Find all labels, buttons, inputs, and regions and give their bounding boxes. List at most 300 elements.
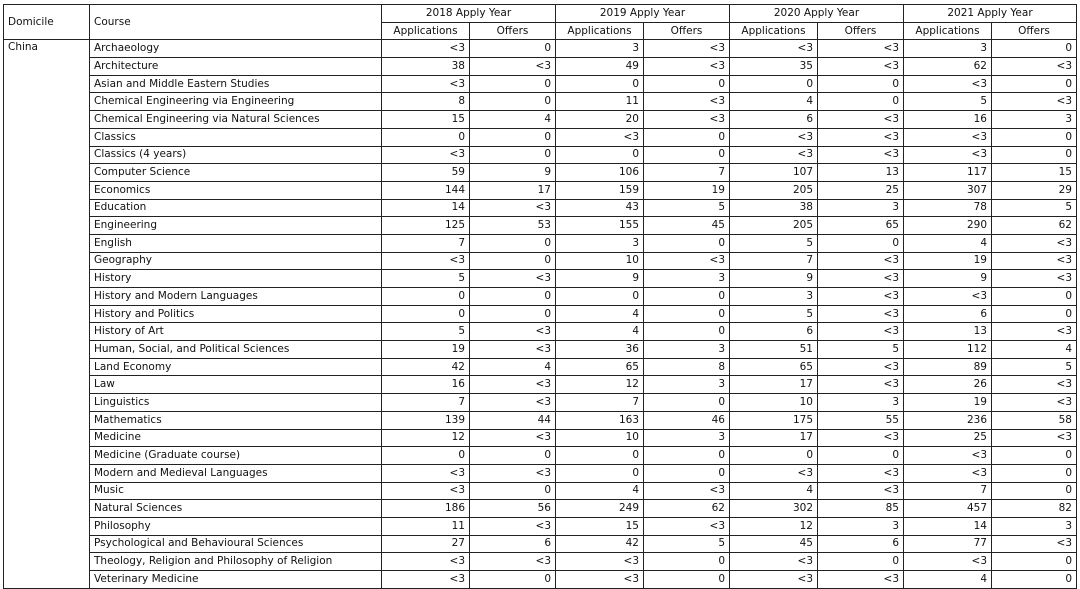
offers-cell: <3 xyxy=(470,394,556,412)
applications-cell: 42 xyxy=(382,358,470,376)
course-cell: Theology, Religion and Philosophy of Religion xyxy=(90,553,382,571)
applications-cell: 0 xyxy=(382,305,470,323)
course-cell: Psychological and Behavioural Sciences xyxy=(90,535,382,553)
applications-cell: <3 xyxy=(904,288,992,306)
offers-cell: 0 xyxy=(992,75,1077,93)
offers-header: Offers xyxy=(470,22,556,40)
table-row xyxy=(4,234,1077,252)
offers-cell: 9 xyxy=(470,164,556,182)
applications-cell: <3 xyxy=(382,464,470,482)
offers-cell: <3 xyxy=(644,111,730,129)
offers-cell: <3 xyxy=(818,128,904,146)
offers-cell: <3 xyxy=(818,571,904,589)
table-row xyxy=(4,341,1077,359)
offers-cell: 0 xyxy=(470,146,556,164)
offers-cell: 65 xyxy=(818,217,904,235)
table-row xyxy=(4,482,1077,500)
offers-cell: <3 xyxy=(470,58,556,76)
year-header-2018: 2018 Apply Year xyxy=(382,5,556,23)
applications-cell: 78 xyxy=(904,199,992,217)
applications-cell: 0 xyxy=(382,288,470,306)
applications-cell: 5 xyxy=(730,234,818,252)
applications-header: Applications xyxy=(904,22,992,40)
applications-cell: 290 xyxy=(904,217,992,235)
offers-cell: 0 xyxy=(470,75,556,93)
offers-cell: <3 xyxy=(470,553,556,571)
offers-cell: 3 xyxy=(644,376,730,394)
course-cell: History of Art xyxy=(90,323,382,341)
offers-cell: <3 xyxy=(818,376,904,394)
table-row xyxy=(4,217,1077,235)
offers-cell: <3 xyxy=(644,252,730,270)
applications-cell: 249 xyxy=(556,500,644,518)
offers-cell: <3 xyxy=(818,358,904,376)
applications-cell: 7 xyxy=(556,394,644,412)
applications-cell: 16 xyxy=(382,376,470,394)
table-row xyxy=(4,571,1077,589)
applications-cell: 107 xyxy=(730,164,818,182)
offers-cell: <3 xyxy=(818,482,904,500)
offers-cell: 3 xyxy=(818,199,904,217)
offers-cell: 0 xyxy=(992,571,1077,589)
offers-cell: 0 xyxy=(644,305,730,323)
applications-cell: 36 xyxy=(556,341,644,359)
course-cell: Land Economy xyxy=(90,358,382,376)
course-cell: Computer Science xyxy=(90,164,382,182)
offers-cell: <3 xyxy=(992,58,1077,76)
applications-cell: 12 xyxy=(556,376,644,394)
course-cell: Classics (4 years) xyxy=(90,146,382,164)
offers-cell: 0 xyxy=(992,305,1077,323)
applications-cell: 26 xyxy=(904,376,992,394)
table-row xyxy=(4,535,1077,553)
offers-cell: 0 xyxy=(818,553,904,571)
offers-cell: 5 xyxy=(644,535,730,553)
offers-cell: 85 xyxy=(818,500,904,518)
applications-cell: 0 xyxy=(730,447,818,465)
applications-cell: 16 xyxy=(904,111,992,129)
table-row xyxy=(4,394,1077,412)
table-row xyxy=(4,40,1077,58)
applications-cell: 0 xyxy=(382,447,470,465)
course-cell: History and Modern Languages xyxy=(90,288,382,306)
offers-cell: <3 xyxy=(818,464,904,482)
applications-cell: 11 xyxy=(382,517,470,535)
applications-cell: 457 xyxy=(904,500,992,518)
course-cell: Classics xyxy=(90,128,382,146)
offers-cell: <3 xyxy=(644,58,730,76)
offers-header: Offers xyxy=(644,22,730,40)
applications-cell: 4 xyxy=(556,305,644,323)
course-cell: Medicine (Graduate course) xyxy=(90,447,382,465)
offers-cell: 5 xyxy=(992,199,1077,217)
offers-cell: 0 xyxy=(470,128,556,146)
applications-cell: <3 xyxy=(904,146,992,164)
applications-cell: 0 xyxy=(382,128,470,146)
applications-cell: 9 xyxy=(904,270,992,288)
table-row xyxy=(4,270,1077,288)
offers-cell: <3 xyxy=(644,482,730,500)
applications-cell: 20 xyxy=(556,111,644,129)
applications-cell: <3 xyxy=(382,571,470,589)
offers-cell: 0 xyxy=(644,128,730,146)
course-cell: Linguistics xyxy=(90,394,382,412)
applications-cell: 125 xyxy=(382,217,470,235)
offers-cell: 0 xyxy=(470,447,556,465)
table-row xyxy=(4,164,1077,182)
year-header-2021: 2021 Apply Year xyxy=(904,5,1077,23)
offers-cell: 62 xyxy=(644,500,730,518)
applications-cell: <3 xyxy=(382,482,470,500)
applications-cell: 112 xyxy=(904,341,992,359)
applications-cell: 3 xyxy=(904,40,992,58)
course-cell: Architecture xyxy=(90,58,382,76)
applications-header: Applications xyxy=(730,22,818,40)
applications-cell: 5 xyxy=(730,305,818,323)
applications-cell: 6 xyxy=(904,305,992,323)
offers-cell: 13 xyxy=(818,164,904,182)
course-cell: Veterinary Medicine xyxy=(90,571,382,589)
applications-cell: 8 xyxy=(382,93,470,111)
applications-cell: <3 xyxy=(556,553,644,571)
applications-cell: 3 xyxy=(730,288,818,306)
course-cell: Asian and Middle Eastern Studies xyxy=(90,75,382,93)
offers-cell: 0 xyxy=(992,482,1077,500)
offers-cell: 0 xyxy=(992,128,1077,146)
offers-cell: 0 xyxy=(818,447,904,465)
offers-cell: <3 xyxy=(992,93,1077,111)
domicile-header: Domicile xyxy=(4,5,90,40)
applications-cell: 14 xyxy=(382,199,470,217)
applications-cell: 10 xyxy=(556,429,644,447)
applications-cell: 4 xyxy=(730,93,818,111)
offers-cell: 0 xyxy=(992,464,1077,482)
offers-cell: 15 xyxy=(992,164,1077,182)
applications-cell: 7 xyxy=(382,394,470,412)
table-row xyxy=(4,146,1077,164)
offers-cell: 3 xyxy=(818,517,904,535)
applications-cell: 11 xyxy=(556,93,644,111)
offers-cell: <3 xyxy=(644,40,730,58)
offers-cell: 17 xyxy=(470,181,556,199)
applications-cell: 12 xyxy=(730,517,818,535)
offers-cell: 0 xyxy=(470,305,556,323)
course-cell: Mathematics xyxy=(90,411,382,429)
applications-cell: 0 xyxy=(730,75,818,93)
applications-cell: 0 xyxy=(556,288,644,306)
applications-header: Applications xyxy=(556,22,644,40)
offers-cell: 62 xyxy=(992,217,1077,235)
offers-cell: 0 xyxy=(470,40,556,58)
applications-cell: 49 xyxy=(556,58,644,76)
applications-cell: 0 xyxy=(556,75,644,93)
applications-cell: 65 xyxy=(556,358,644,376)
applications-cell: 4 xyxy=(556,482,644,500)
offers-cell: 46 xyxy=(644,411,730,429)
offers-cell: <3 xyxy=(818,270,904,288)
offers-cell: <3 xyxy=(992,252,1077,270)
offers-cell: 25 xyxy=(818,181,904,199)
applications-cell: 15 xyxy=(556,517,644,535)
applications-cell: 6 xyxy=(730,323,818,341)
offers-cell: 3 xyxy=(644,341,730,359)
applications-cell: 7 xyxy=(730,252,818,270)
offers-cell: 53 xyxy=(470,217,556,235)
offers-cell: 0 xyxy=(470,571,556,589)
table-row xyxy=(4,517,1077,535)
offers-cell: <3 xyxy=(470,323,556,341)
applications-cell: 117 xyxy=(904,164,992,182)
applications-cell: 106 xyxy=(556,164,644,182)
table-row xyxy=(4,500,1077,518)
offers-cell: <3 xyxy=(818,323,904,341)
applications-cell: <3 xyxy=(730,571,818,589)
offers-cell: <3 xyxy=(992,234,1077,252)
table-row xyxy=(4,111,1077,129)
offers-cell: 0 xyxy=(470,234,556,252)
course-cell: Medicine xyxy=(90,429,382,447)
offers-cell: <3 xyxy=(470,429,556,447)
applications-cell: <3 xyxy=(904,464,992,482)
table-body xyxy=(4,40,1077,588)
applications-cell: <3 xyxy=(730,40,818,58)
offers-cell: 0 xyxy=(818,75,904,93)
offers-cell: 55 xyxy=(818,411,904,429)
table-row xyxy=(4,288,1077,306)
offers-cell: <3 xyxy=(644,517,730,535)
domicile-cell: China xyxy=(4,40,90,588)
offers-cell: 4 xyxy=(992,341,1077,359)
offers-cell: <3 xyxy=(818,40,904,58)
course-header: Course xyxy=(90,5,382,40)
applications-cell: 163 xyxy=(556,411,644,429)
offers-cell: 3 xyxy=(644,429,730,447)
applications-cell: <3 xyxy=(556,571,644,589)
table-row xyxy=(4,358,1077,376)
offers-cell: 0 xyxy=(644,553,730,571)
applications-cell: 14 xyxy=(904,517,992,535)
offers-cell: 0 xyxy=(470,252,556,270)
offers-cell: 0 xyxy=(818,234,904,252)
course-cell: Economics xyxy=(90,181,382,199)
offers-cell: 19 xyxy=(644,181,730,199)
applications-cell: 5 xyxy=(382,270,470,288)
offers-header: Offers xyxy=(818,22,904,40)
offers-header: Offers xyxy=(992,22,1077,40)
offers-cell: 44 xyxy=(470,411,556,429)
applications-cell: 17 xyxy=(730,376,818,394)
applications-cell: 89 xyxy=(904,358,992,376)
applications-cell: 3 xyxy=(556,234,644,252)
applications-cell: 155 xyxy=(556,217,644,235)
applications-cell: 236 xyxy=(904,411,992,429)
applications-cell: 9 xyxy=(556,270,644,288)
offers-cell: 58 xyxy=(992,411,1077,429)
table-header xyxy=(4,5,1077,40)
offers-cell: <3 xyxy=(992,394,1077,412)
offers-cell: 3 xyxy=(644,270,730,288)
offers-cell: <3 xyxy=(992,535,1077,553)
offers-cell: 7 xyxy=(644,164,730,182)
applications-cell: <3 xyxy=(382,252,470,270)
offers-cell: <3 xyxy=(992,323,1077,341)
applications-cell: 77 xyxy=(904,535,992,553)
course-cell: Geography xyxy=(90,252,382,270)
table-row xyxy=(4,411,1077,429)
offers-cell: 0 xyxy=(470,482,556,500)
applications-cell: 17 xyxy=(730,429,818,447)
offers-cell: <3 xyxy=(470,464,556,482)
applications-cell: 38 xyxy=(730,199,818,217)
offers-cell: 4 xyxy=(470,358,556,376)
course-cell: Education xyxy=(90,199,382,217)
course-cell: Chemical Engineering via Engineering xyxy=(90,93,382,111)
offers-cell: <3 xyxy=(992,376,1077,394)
table-row xyxy=(4,376,1077,394)
applications-cell: 7 xyxy=(904,482,992,500)
applications-cell: 139 xyxy=(382,411,470,429)
applications-cell: 9 xyxy=(730,270,818,288)
offers-cell: 0 xyxy=(992,146,1077,164)
course-cell: Human, Social, and Political Sciences xyxy=(90,341,382,359)
applications-header: Applications xyxy=(382,22,470,40)
offers-cell: <3 xyxy=(818,58,904,76)
applications-cell: 65 xyxy=(730,358,818,376)
table-row xyxy=(4,305,1077,323)
applications-cell: 35 xyxy=(730,58,818,76)
offers-cell: 0 xyxy=(644,288,730,306)
offers-cell: 0 xyxy=(644,234,730,252)
offers-cell: <3 xyxy=(818,429,904,447)
applications-cell: 7 xyxy=(382,234,470,252)
offers-cell: 5 xyxy=(818,341,904,359)
applications-cell: 4 xyxy=(730,482,818,500)
applications-cell: 6 xyxy=(730,111,818,129)
applications-cell: <3 xyxy=(382,40,470,58)
applications-cell: 15 xyxy=(382,111,470,129)
offers-cell: <3 xyxy=(818,305,904,323)
offers-cell: 0 xyxy=(644,75,730,93)
course-cell: Chemical Engineering via Natural Sciences xyxy=(90,111,382,129)
table-row xyxy=(4,128,1077,146)
course-cell: Music xyxy=(90,482,382,500)
year-header-2019: 2019 Apply Year xyxy=(556,5,730,23)
offers-cell: 0 xyxy=(644,146,730,164)
applications-cell: <3 xyxy=(904,75,992,93)
applications-cell: 25 xyxy=(904,429,992,447)
course-cell: English xyxy=(90,234,382,252)
offers-cell: 3 xyxy=(992,517,1077,535)
applications-cell: 3 xyxy=(556,40,644,58)
applications-cell: <3 xyxy=(904,128,992,146)
table-row xyxy=(4,75,1077,93)
course-cell: Law xyxy=(90,376,382,394)
offers-cell: 0 xyxy=(644,323,730,341)
table-row xyxy=(4,181,1077,199)
offers-cell: 6 xyxy=(818,535,904,553)
table-row xyxy=(4,429,1077,447)
applications-cell: 186 xyxy=(382,500,470,518)
offers-cell: <3 xyxy=(992,270,1077,288)
applications-cell: <3 xyxy=(904,553,992,571)
offers-cell: 8 xyxy=(644,358,730,376)
offers-cell: <3 xyxy=(470,199,556,217)
applications-cell: 0 xyxy=(556,146,644,164)
course-cell: Archaeology xyxy=(90,40,382,58)
offers-cell: 3 xyxy=(992,111,1077,129)
applications-cell: <3 xyxy=(730,464,818,482)
applications-cell: 205 xyxy=(730,217,818,235)
offers-cell: 29 xyxy=(992,181,1077,199)
table-row xyxy=(4,553,1077,571)
table-row xyxy=(4,199,1077,217)
applications-cell: <3 xyxy=(730,128,818,146)
applications-cell: 19 xyxy=(904,394,992,412)
offers-cell: 0 xyxy=(992,447,1077,465)
offers-cell: <3 xyxy=(818,111,904,129)
course-cell: Modern and Medieval Languages xyxy=(90,464,382,482)
applications-cell: <3 xyxy=(382,146,470,164)
applications-cell: 43 xyxy=(556,199,644,217)
applications-cell: <3 xyxy=(382,75,470,93)
applications-cell: 45 xyxy=(730,535,818,553)
applications-cell: 205 xyxy=(730,181,818,199)
offers-cell: 0 xyxy=(992,553,1077,571)
offers-cell: <3 xyxy=(644,93,730,111)
table-row xyxy=(4,252,1077,270)
applications-cell: 0 xyxy=(556,464,644,482)
offers-cell: 82 xyxy=(992,500,1077,518)
offers-cell: 45 xyxy=(644,217,730,235)
applications-cell: <3 xyxy=(904,447,992,465)
applications-cell: <3 xyxy=(382,553,470,571)
table-row xyxy=(4,464,1077,482)
applications-cell: 13 xyxy=(904,323,992,341)
applications-cell: <3 xyxy=(556,128,644,146)
applications-cell: 10 xyxy=(730,394,818,412)
applications-cell: 302 xyxy=(730,500,818,518)
course-cell: Natural Sciences xyxy=(90,500,382,518)
offers-cell: 56 xyxy=(470,500,556,518)
applications-cell: 4 xyxy=(904,571,992,589)
offers-cell: 0 xyxy=(644,394,730,412)
applications-cell: 4 xyxy=(556,323,644,341)
offers-cell: 6 xyxy=(470,535,556,553)
applications-cell: 51 xyxy=(730,341,818,359)
applications-cell: <3 xyxy=(730,553,818,571)
applications-cell: 19 xyxy=(904,252,992,270)
table-row xyxy=(4,93,1077,111)
applications-cell: 159 xyxy=(556,181,644,199)
admissions-table xyxy=(3,4,1077,589)
offers-cell: 0 xyxy=(992,40,1077,58)
applications-cell: 12 xyxy=(382,429,470,447)
offers-cell: <3 xyxy=(470,270,556,288)
applications-cell: 38 xyxy=(382,58,470,76)
applications-cell: 0 xyxy=(556,447,644,465)
course-cell: Philosophy xyxy=(90,517,382,535)
offers-cell: 0 xyxy=(644,464,730,482)
offers-cell: <3 xyxy=(470,341,556,359)
offers-cell: 0 xyxy=(992,288,1077,306)
offers-cell: <3 xyxy=(818,288,904,306)
applications-cell: 5 xyxy=(904,93,992,111)
applications-cell: 62 xyxy=(904,58,992,76)
course-cell: Engineering xyxy=(90,217,382,235)
year-header-2020: 2020 Apply Year xyxy=(730,5,904,23)
offers-cell: 0 xyxy=(470,288,556,306)
offers-cell: <3 xyxy=(992,429,1077,447)
